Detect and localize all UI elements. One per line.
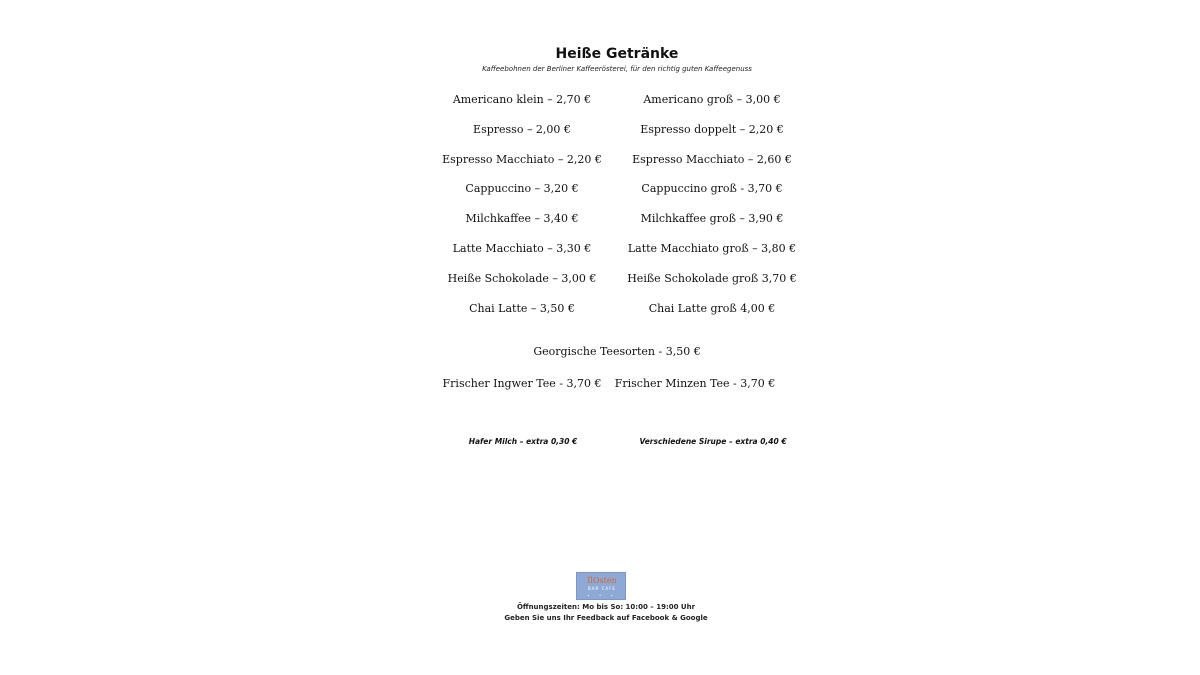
tea-mint: Frischer Minzen Tee - 3,70 € — [614, 377, 776, 390]
menu-item-left: Cappuccino – 3,20 € — [465, 182, 579, 195]
menu-item-right: Milchkaffee groß – 3,90 € — [640, 212, 784, 225]
menu-item-right: Americano groß – 3,00 € — [643, 93, 781, 106]
menu-item-left: Latte Macchiato – 3,30 € — [452, 242, 592, 255]
menu-item-left: Milchkaffee – 3,40 € — [465, 212, 579, 225]
menu-subtitle: Kaffeebohnen der Berliner Kaffeerösterei, für den richtig guten Kaffeegenuss — [482, 65, 752, 73]
feedback-note: Geben Sie uns Ihr Feedback auf Facebook & Google — [504, 614, 708, 622]
menu-item-left: Chai Latte – 3,50 € — [469, 302, 575, 315]
menu-item-right: Espresso Macchiato – 2,60 € — [632, 153, 792, 166]
logo-text: IlOsten — [587, 576, 617, 585]
menu-item-left: Espresso Macchiato – 2,20 € — [442, 153, 602, 166]
menu-title: Heiße Getränke — [555, 46, 679, 62]
menu-item-right: Cappuccino groß - 3,70 € — [641, 182, 783, 195]
tea-ginger: Frischer Ingwer Tee - 3,70 € — [442, 377, 602, 390]
menu-item-right: Latte Macchiato groß – 3,80 € — [627, 242, 797, 255]
tea-georgian: Georgische Teesorten - 3,50 € — [533, 345, 701, 358]
opening-hours: Öffnungszeiten: Mo bis So: 10:00 – 19:00 Uhr — [516, 603, 696, 611]
logo-dots: • • • — [587, 593, 617, 598]
extra-oat-milk: Hafer Milch – extra 0,30 € — [468, 437, 578, 446]
menu-item-left: Americano klein – 2,70 € — [452, 93, 592, 106]
menu-item-left: Espresso – 2,00 € — [473, 123, 571, 136]
menu-item-right: Espresso doppelt – 2,20 € — [640, 123, 784, 136]
menu-item-right: Heiße Schokolade groß 3,70 € — [627, 272, 797, 285]
cafe-logo — [576, 572, 626, 600]
menu-item-right: Chai Latte groß 4,00 € — [648, 302, 776, 315]
extra-syrups: Verschiedene Sirupe – extra 0,40 € — [639, 437, 787, 446]
menu-item-left: Heiße Schokolade – 3,00 € — [447, 272, 597, 285]
logo-subtext: BAR CAFE — [588, 586, 616, 591]
